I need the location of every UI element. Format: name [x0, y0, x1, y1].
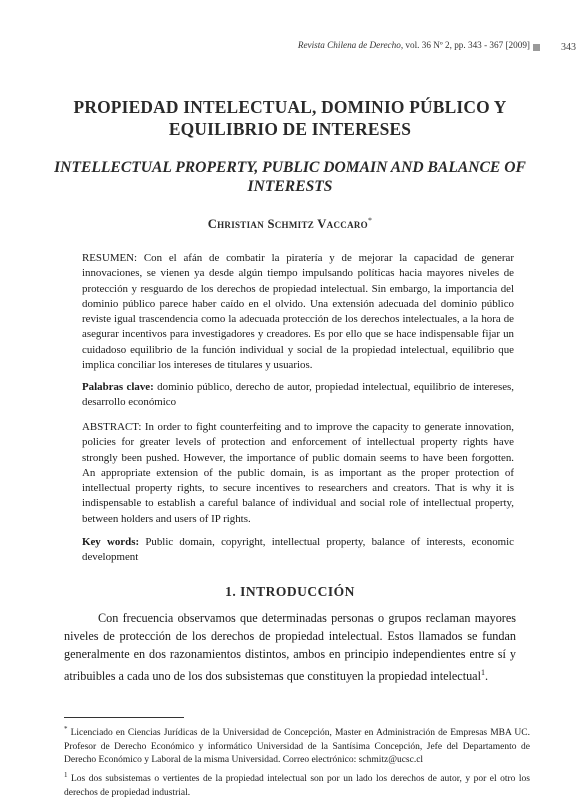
running-head [298, 40, 530, 50]
abstract-spanish [82, 251, 514, 373]
article-title: PROPIEDAD INTELECTUAL, DOMINIO PÚBLICO Y EQUILIBRIO DE INTERESES [73, 97, 507, 139]
page-number: 343 [561, 42, 576, 53]
footnote-1-mark: 1 [64, 770, 68, 779]
keywords-english-text: Public domain, copyright, intellectual property, balance of interests, economic development [82, 536, 514, 564]
footnote-author [64, 723, 530, 768]
article-title-english: INTELLECTUAL PROPERTY, PUBLIC DOMAIN AND BALANCE OF INTERESTS [54, 159, 526, 195]
keywords-spanish [82, 380, 514, 411]
section-heading: 1. INTRODUCCIÓN [225, 584, 355, 599]
abstract-english-label: ABSTRACT: [82, 421, 142, 433]
keywords-spanish-label: Palabras clave: [82, 381, 154, 393]
footnote-author-mark: * [64, 725, 68, 733]
body-paragraph-end: . [484, 668, 489, 683]
abstract-english-text: In order to fight counterfeiting and to improve the capacity to generate innovation, policies for greater levels of protection and enforcement of intellectual property rights have strongly been pushed. However, the importance of public domain seems to have been forgotten. An appropriate extension of the public domain, is as important as the proper protection of intellectual property rights, to secure incentives to researchers and creators. That is why it is indispensable to establish a careful balance of individual and social role of intellectual property, between holders and users of IP rights. [82, 421, 514, 525]
journal-citation: , vol. 36 Nº 2, pp. 343 - 367 [2009] [400, 40, 530, 50]
abstract-english [82, 420, 514, 527]
author-name-text: Christian Schmitz Vaccaro [207, 217, 368, 232]
author-footnote-mark: * [367, 216, 373, 225]
footnote-author-text: Licenciado en Ciencias Jurídicas de la Universidad de Concepción, Master en Administración de Empresas MBA UC. Profesor de Derecho Económico y informático Universidad de la Santísima Concepción, Jefe del Departamento de Derecho Económico y Laboral de la misma Universidad. Correo electrónico: schmitz@ucsc.cl [64, 728, 530, 766]
keywords-english [82, 535, 514, 566]
footnote-1 [64, 769, 530, 800]
footnote-1-text: Los dos subsistemas o vertientes de la propiedad intelectual son por un lado los derechos de autor, y por el otro los derechos de propiedad industrial. [64, 774, 530, 798]
abstract-spanish-text: Con el afán de combatir la piratería y de mejorar la capacidad de generar innovaciones, se vienen ya desde algún tiempo impulsando políticas hacia mayores niveles de protección y resguardo de los derechos de propiedad intelectual. Sin embargo, la importancia del dominio público parece haber caído en el olvido. Una extensión adecuada del dominio público reviste igual trascendencia como la adecuada protección de los derechos intelectuales, a la hora de asegurar incentivos para investigadores y creadores. Es por ello que se hace indispensable fijar un cuidadoso equilibrio de la función individual y social de la propiedad intelectual, equilibrio que implica conciliar los intereses de titulares y usuarios. [82, 252, 514, 372]
keywords-english-label: Key words: [82, 536, 140, 548]
body-paragraph [64, 609, 516, 685]
body-paragraph-text: Con frecuencia observamos que determinadas personas o grupos reclaman mayores niveles de protección de los derechos de propiedad intelectual. Estos llamados se fundan generalmente en dos razonamientos distintos, ambos en principio independientes entre sí y atribuibles a cada uno de los dos subsistemas que constituyen la propiedad intelectual [64, 611, 516, 683]
footnote-ref-1[interactable]: 1 [480, 667, 485, 677]
footnote-divider [64, 717, 184, 718]
keywords-spanish-text: dominio público, derecho de autor, propiedad intelectual, equilibrio de intereses, desarrollo económico [82, 381, 514, 409]
journal-name: Revista Chilena de Derecho [297, 40, 401, 50]
abstract-spanish-label: RESUMEN: [82, 252, 138, 264]
page-marker [533, 44, 540, 51]
author-name [64, 216, 516, 232]
footnotes [64, 723, 530, 801]
